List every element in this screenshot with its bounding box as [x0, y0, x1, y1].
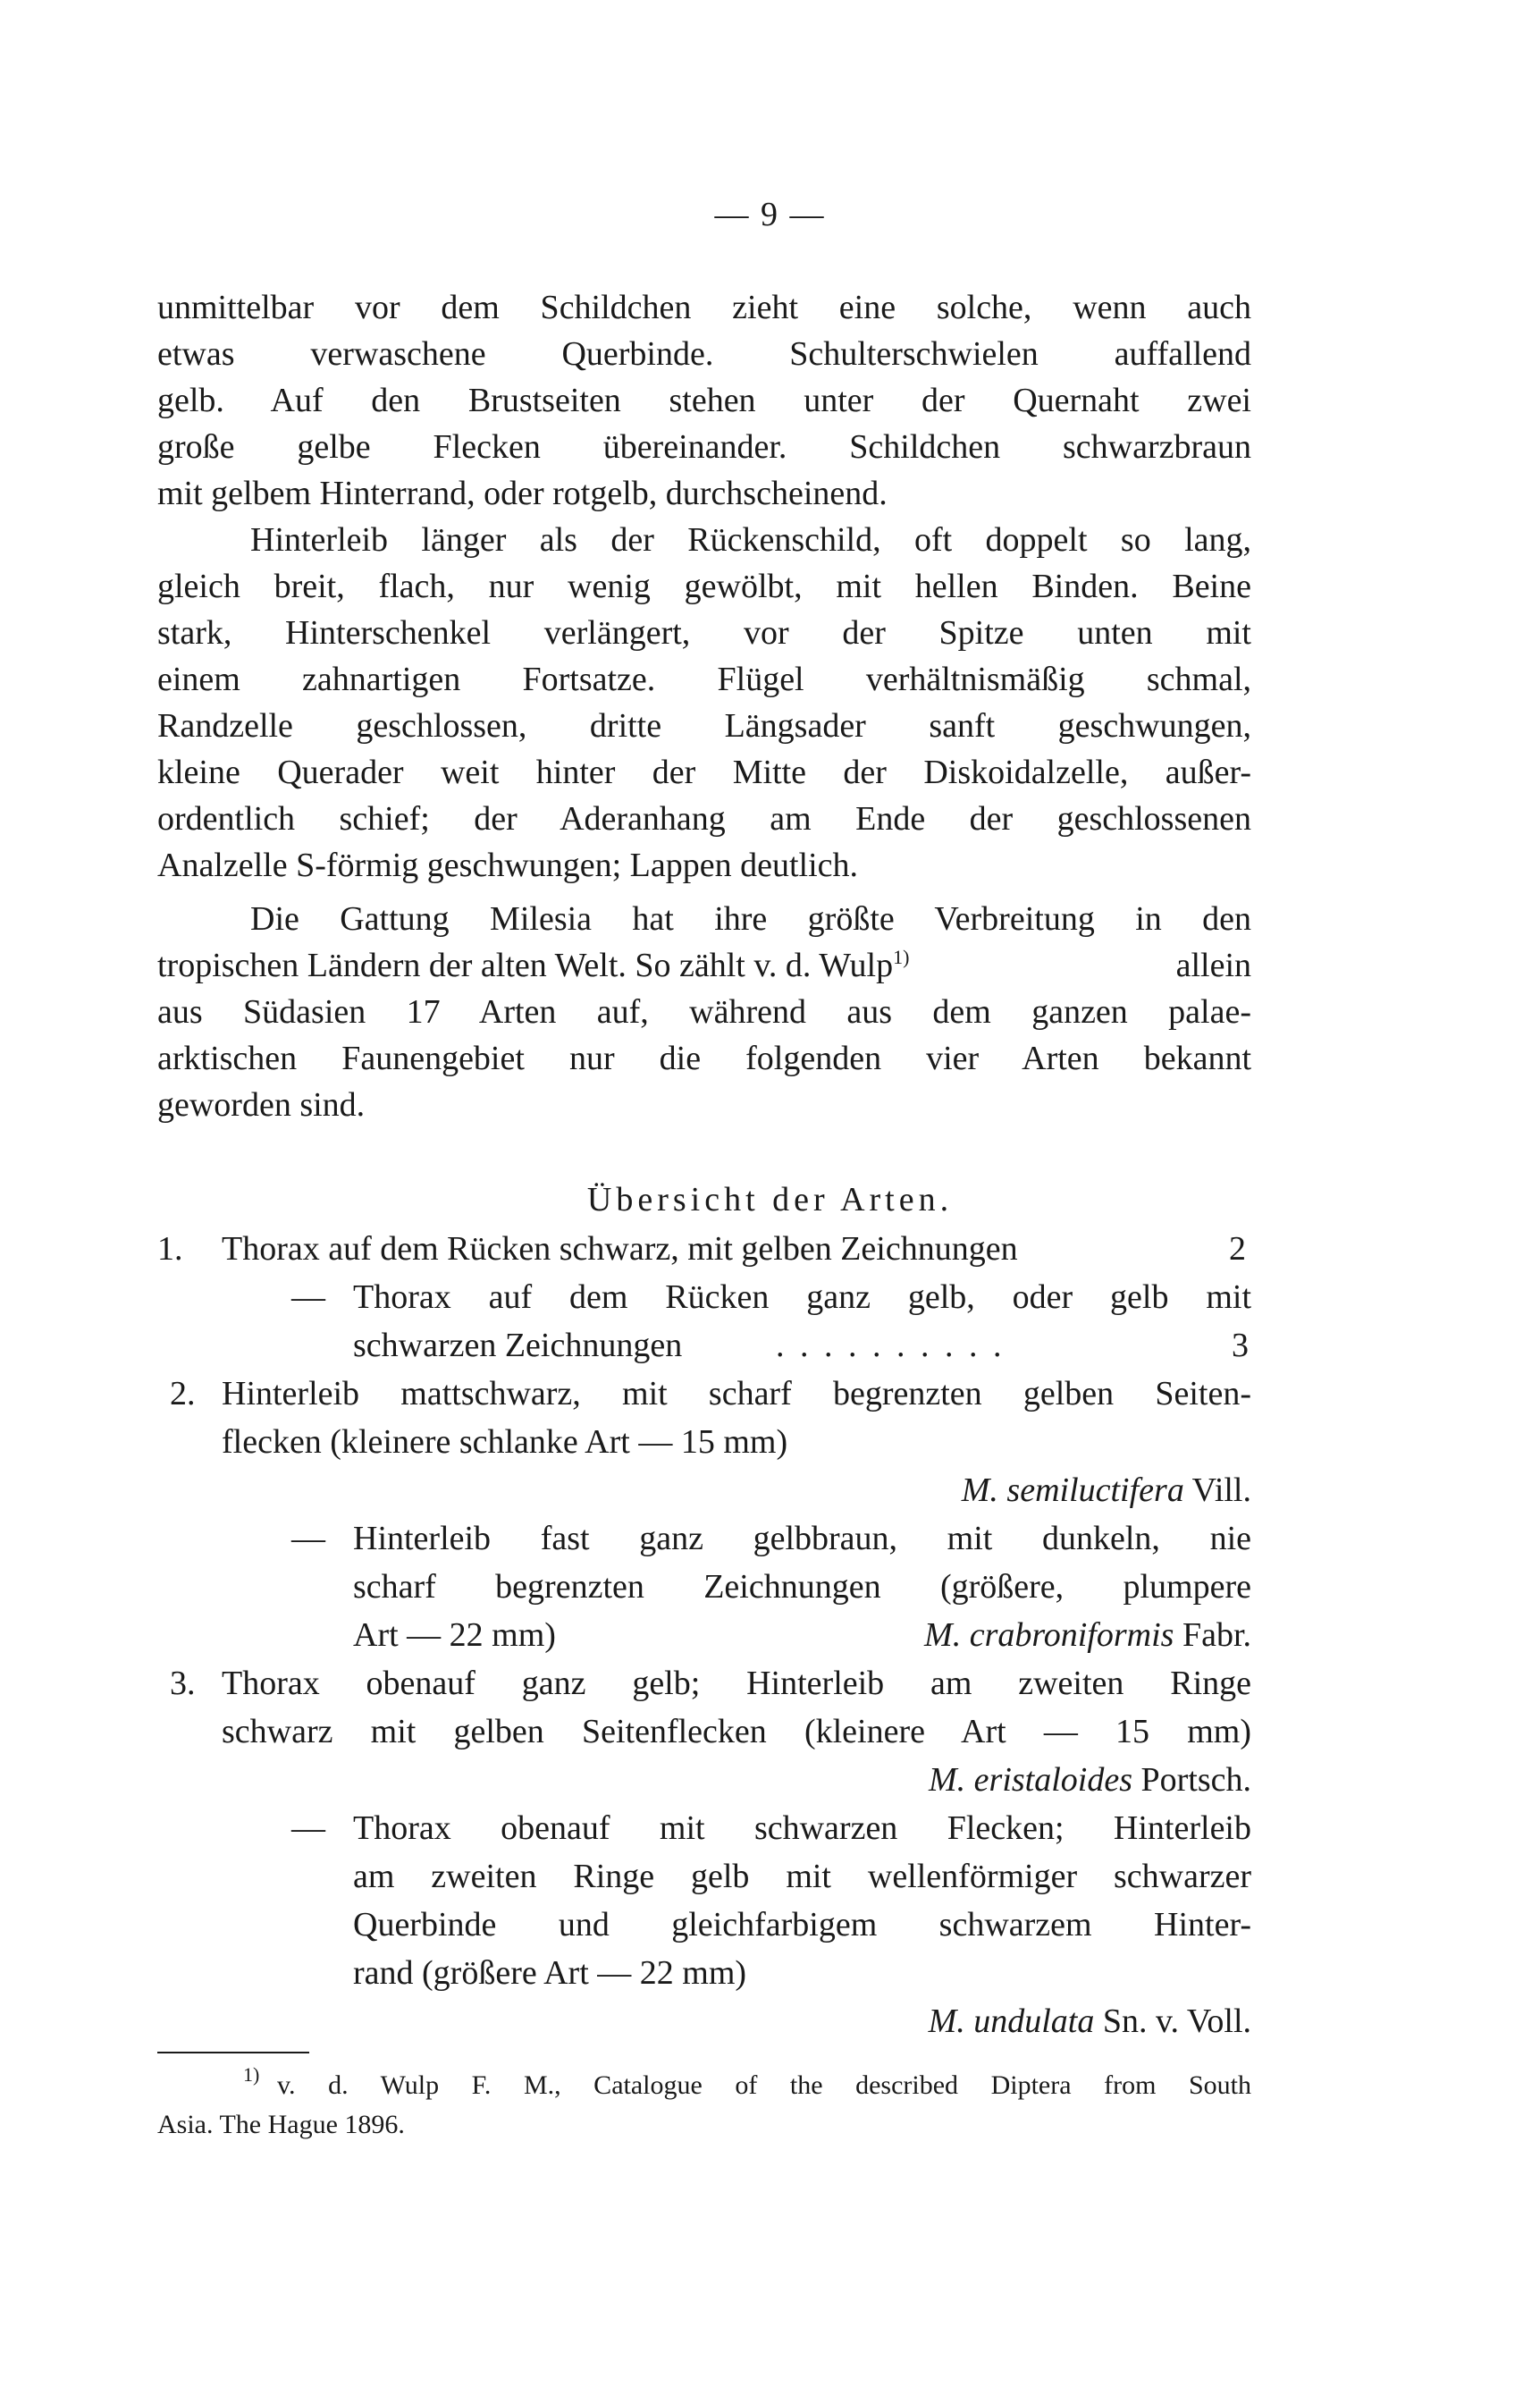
key-text: rand (größere Art — 22 mm)	[353, 1954, 747, 1992]
species-author: Portsch.	[1140, 1761, 1251, 1799]
body-line: große gelbe Flecken übereinander. Schildchen schwarzbraun	[157, 428, 1251, 466]
key-dash: —	[291, 1809, 325, 1847]
key-text: scharf begrenzten Zeichnungen (größere, plumpere	[353, 1568, 1251, 1606]
species-name-line	[0, 2004, 1251, 2038]
section-title: Übersicht der Arten.	[586, 1181, 954, 1218]
species-name-line	[0, 1763, 1251, 1797]
key-text: Art — 22 mm)	[353, 1616, 556, 1654]
key-text: Thorax obenauf mit schwarzen Flecken; Hinterleib	[353, 1809, 1251, 1847]
key-text: Thorax obenauf ganz gelb; Hinterleib am zweiten Ringe	[222, 1665, 1251, 1702]
species-name: M. eristaloides	[929, 1761, 1132, 1799]
leader-dots: . . . . . . . . . .	[776, 1327, 1006, 1364]
species-name: M. semiluctifera	[961, 1471, 1184, 1509]
body-line: stark, Hinterschenkel verlängert, vor der Spitze unten mit	[157, 614, 1251, 652]
body-line: einem zahnartigen Fortsatze. Flügel verhältnismäßig schmal,	[157, 661, 1251, 698]
body-line: unmittelbar vor dem Schildchen zieht eine solche, wenn auch	[157, 289, 1251, 326]
key-text: Thorax auf dem Rücken ganz gelb, oder gelb mit	[353, 1278, 1251, 1316]
body-line: aus Südasien 17 Arten auf, während aus dem ganzen palae-	[157, 993, 1251, 1031]
key-number: 3.	[170, 1665, 196, 1702]
species-name-line	[0, 1618, 1251, 1652]
key-text: schwarz mit gelben Seitenflecken (kleinere Art — 15 mm)	[222, 1713, 1251, 1750]
body-line: etwas verwaschene Querbinde. Schulterschwielen auffallend	[157, 335, 1251, 373]
key-text: flecken (kleinere schlanke Art — 15 mm)	[222, 1423, 788, 1461]
key-number: 2.	[170, 1375, 196, 1412]
species-name: M. crabroniformis	[924, 1616, 1174, 1654]
body-line: Hinterleib länger als der Rückenschild, oft doppelt so lang,	[250, 521, 1251, 559]
species-name: M. undulata	[928, 2002, 1095, 2040]
key-text: Thorax auf dem Rücken schwarz, mit gelben Zeichnungen	[222, 1230, 1018, 1268]
body-line-text: tropischen Ländern der alten Welt. So zählt v. d. Wulp	[157, 947, 894, 984]
body-line-text: allein	[1175, 947, 1251, 984]
body-line: Randzelle geschlossen, dritte Längsader sanft geschwungen,	[157, 707, 1251, 745]
body-line: ordentlich schief; der Aderanhang am Ende der geschlossenen	[157, 800, 1251, 838]
body-line: gleich breit, flach, nur wenig gewölbt, mit hellen Binden. Beine	[157, 568, 1251, 605]
key-text: am zweiten Ringe gelb mit wellenförmiger schwarzer	[353, 1858, 1251, 1895]
key-text: Querbinde und gleichfarbigem schwarzem Hinter-	[353, 1906, 1251, 1943]
footnote-text: v. d. Wulp F. M., Catalogue of the described Diptera from South	[277, 2070, 1251, 2100]
body-line: kleine Querader weit hinter der Mitte der Diskoidalzelle, außer-	[157, 754, 1251, 791]
footnote-text: Asia. The Hague 1896.	[157, 2110, 405, 2139]
body-line: geworden sind.	[157, 1086, 366, 1124]
key-dash: —	[291, 1520, 325, 1557]
footnote-rule	[157, 2052, 309, 2053]
key-number: 1.	[157, 1230, 183, 1268]
page-number: — 9 —	[714, 196, 826, 233]
key-text: schwarzen Zeichnungen	[353, 1327, 683, 1364]
species-name-line	[0, 1473, 1251, 1507]
body-line: gelb. Auf den Brustseiten stehen unter der Quernaht zwei	[157, 382, 1251, 419]
body-line-with-footnote	[157, 948, 1251, 982]
species-author: Sn. v. Voll.	[1102, 2002, 1251, 2040]
key-dash: —	[291, 1278, 325, 1316]
species-author: Fabr.	[1182, 1616, 1251, 1654]
footnote-marker: 1)	[243, 2063, 260, 2086]
footnote-reference[interactable]: 1)	[893, 946, 910, 968]
body-line: mit gelbem Hinterrand, oder rotgelb, durchscheinend.	[157, 475, 888, 512]
body-line: arktischen Faunengebiet nur die folgenden vier Arten bekannt	[157, 1040, 1251, 1077]
key-reference: 2	[1229, 1230, 1246, 1268]
body-line: Analzelle S-förmig geschwungen; Lappen deutlich.	[157, 847, 859, 884]
key-reference: 3	[1232, 1327, 1249, 1364]
body-line: Die Gattung Milesia hat ihre größte Verbreitung in den	[250, 900, 1251, 938]
key-text: Hinterleib fast ganz gelbbraun, mit dunkeln, nie	[353, 1520, 1251, 1557]
key-text: Hinterleib mattschwarz, mit scharf begrenzten gelben Seiten-	[222, 1375, 1251, 1412]
species-author: Vill.	[1191, 1471, 1251, 1509]
